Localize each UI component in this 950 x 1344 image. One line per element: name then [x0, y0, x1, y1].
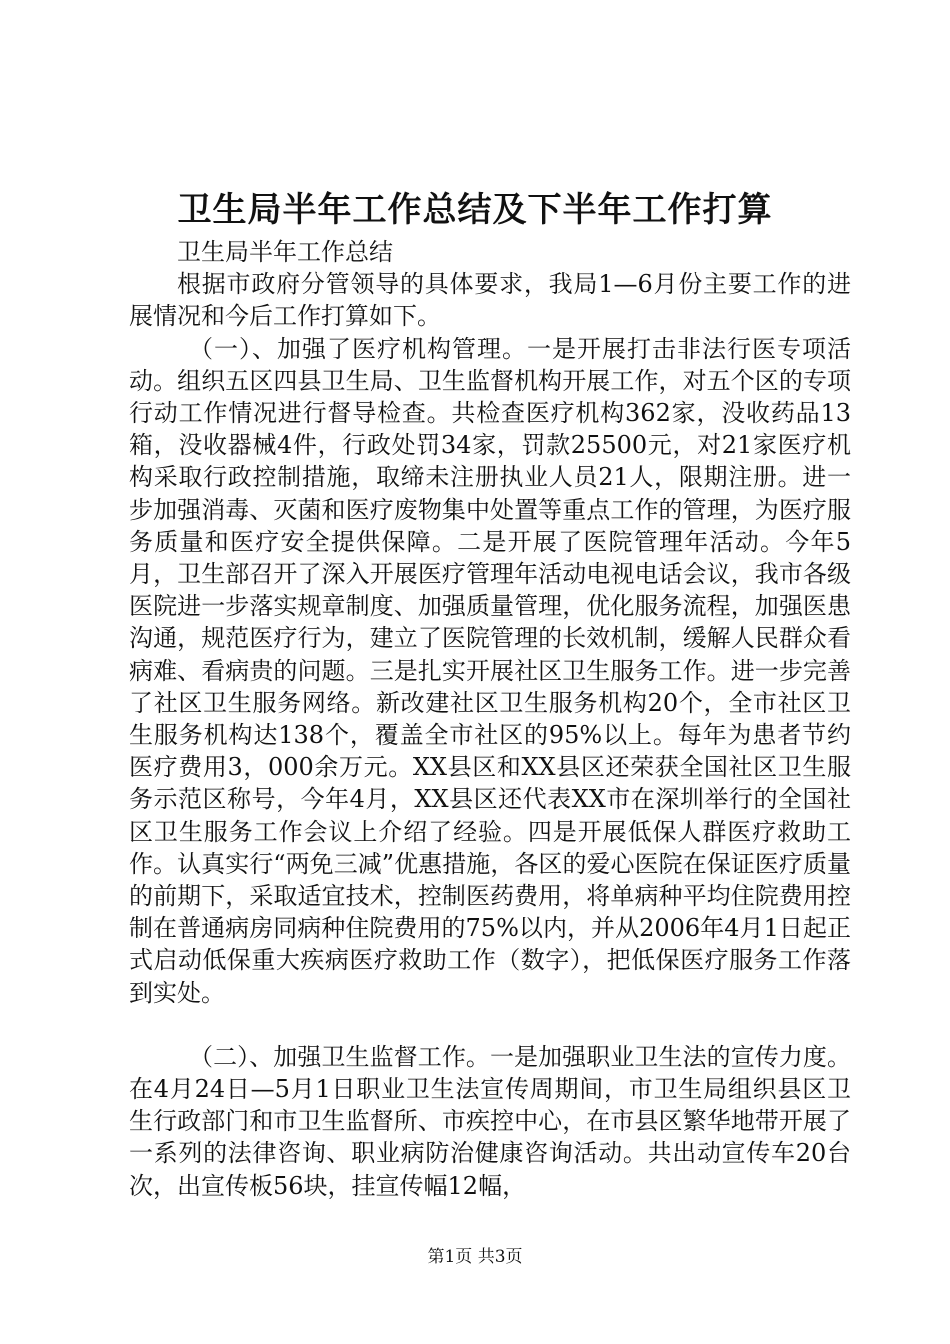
section-heading: 卫生局半年工作总结 [177, 238, 393, 266]
intro-paragraph: 根据市政府分管领导的具体要求，我局1—6月份主要工作的进展情况和今后工作打算如下。 [129, 270, 851, 331]
document-title: 卫生局半年工作总结及下半年工作打算 [177, 190, 773, 230]
document-body [129, 236, 851, 1202]
page-number-footer: 第1页 共3页 [427, 1247, 523, 1267]
paragraph-section-2: （二）、加强卫生监督工作。一是加强职业卫生法的宣传力度。在4月24日—5月1日职业卫生法宣传周期间，市卫生局组织县区卫生行政部门和市卫生监督所、市疾控中心，在市县区繁华地带开展了一系列的法律咨询、职业病防治健康咨询活动。共出动宣传车20台次，出宣传板56块，挂宣传幅12幅， [129, 1042, 851, 1200]
paragraph-section-1: （一）、加强了医疗机构管理。一是开展打击非法行医专项活动。组织五区四县卫生局、卫生监督机构开展工作，对五个区的专项行动工作情况进行督导检查。共检查医疗机构362家，没收药品13箱，没收器械4件，行政处罚34家，罚款25500元，对21家医疗机构采取行政控制措施，取缔未注册执业人员21人，限期注册。进一步加强消毒、灭菌和医疗废物集中处置等重点工作的管理，为医疗服务质量和医疗安全提供保障。二是开展了医院管理年活动。今年5月，卫生部召开了深入开展医疗管理年活动电视电话会议，我市各级医院进一步落实规章制度、加强质量管理，优化服务流程，加强医患沟通，规范医疗行为，建立了医院管理的长效机制，缓解人民群众看病难、看病贵的问题。三是扎实开展社区卫生服务工作。进一步完善了社区卫生服务网络。新改建社区卫生服务机构20个，全市社区卫生服务机构达138个，覆盖全市社区的95%以上。每年为患者节约医疗费用3，000余万元。XX县区和XX县区还荣获全国社区卫生服务示范区称号，今年4月，XX县区还代表XX市在深圳举行的全国社区卫生服务工作会议上介绍了经验。四是开展低保人群医疗救助工作。认真实行“两免三减”优惠措施，各区的爱心医院在保证医疗质量的前期下，采取适宜技术，控制医药费用，将单病种平均住院费用控制在普通病房同病种住院费用的75%以内，并从2006年4月1日起正式启动低保重大疾病医疗救助工作（数字），把低保医疗服务工作落到实处。 [129, 334, 851, 1007]
